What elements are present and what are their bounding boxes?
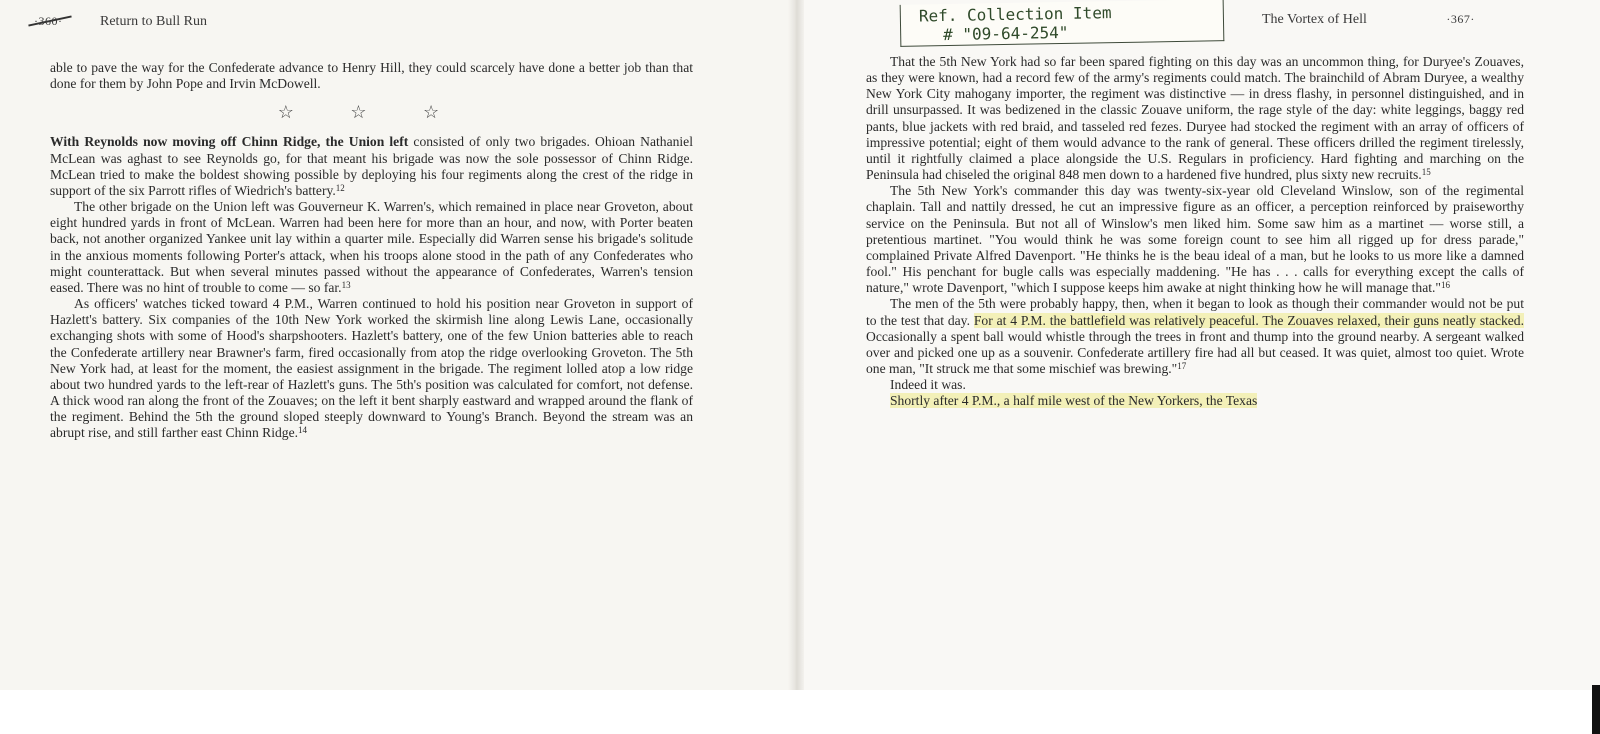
paragraph [50,296,693,441]
paragraph [50,199,693,296]
paragraph: Indeed it was. [890,377,966,393]
right-running-title: The Vortex of Hell [1262,12,1367,27]
scan-edge [1592,685,1600,734]
left-page-number: ·360· [34,14,63,28]
footnote-ref: 17 [1177,360,1187,371]
right-running-head [1262,12,1475,28]
footnote-ref: 15 [1421,167,1431,178]
stamp-line: # "09-64-254" [943,22,1069,45]
footnote-ref: 12 [335,182,345,193]
stamp-line: Ref. Collection Item [918,3,1112,26]
paragraph-text: consisted of only two brigades. Ohioan Nathaniel McLean was aghast to see Reynolds go, for that meant his brigade was now the sole possessor of Chinn Ridge. McLean tried to make the boldest showing possible by deploying his four regiments along the crest of the ridge in support of the six Parrott rifles of Wiedrich's battery. [50,134,693,198]
paragraph-text: The men of the 5th were probably happy, then, when it began to look as though their commander would not be put to the test that day. [866,296,1524,328]
left-running-head [34,14,207,30]
paragraph-text: As officers' watches ticked toward 4 P.M., Warren continued to hold his position near Groveton in support of Hazlett's battery. Six companies of the 10th New York worked the skirmish line along Lewis Lane, occasionally exchanging shots with some of Hood's sharpshooters. Hazlett's battery, one of the few Union batteries able to reach the Confederate artillery near Brawner's farm, fired occasionally from atop the ridge overlooking Groveton. The 5th New York had, at least for the moment, the easiest assignment in the brigade. The regiment lolled atop a low ridge about two hundred yards to the left-rear of Hazlett's guns. The 5th's position was calculated for comfort, not defense. A thick wood ran along the front of the Zouaves; on the left it bent sharply eastward and wrapped around the flank of the regiment. Behind the 5th the ground sloped steeply downward to Young's Branch. Beyond the stream was an abrupt rise, and still farther east Chinn Ridge. [50,296,693,441]
paragraph [866,393,1524,409]
scan-bottom-margin [0,690,1600,734]
footnote-ref: 13 [341,279,351,290]
paragraph-text: Occasionally a spent ball would whistle through the trees in front and thump into the ground nearby. A sergeant walked over and picked one up as a souvenir. Confederate artillery fire had all but ceased. It was quiet, almost too quiet. Wrote one man, "It struck me that some mischief was brewing." [866,328,1524,376]
section-break: ☆ ☆ ☆ [277,102,466,123]
book-gutter [788,0,804,690]
right-page-number: ·367· [1446,12,1475,26]
left-running-title: Return to Bull Run [100,14,207,29]
paragraph: able to pave the way for the Confederate advance to Henry Hill, they could scarcely have done a better job than that done for them by John Pope and Irvin McDowell. [50,60,693,92]
paragraph [866,183,1524,296]
paragraph-text: That the 5th New York had so far been spared fighting on this day was an uncommon thing, for Duryee's Zouaves, as they were known, had a record few of the army's regiments could match. The brainchild of Abram Duryee, a wealthy New York City mahogany importer, the regiment was distinctive — in dress flashy, in personnel distinguished, and in drill unsurpassed. It was bedizened in the classic Zouave uniform, the rage style of the day: white leggings, baggy red pants, blue jackets with red braid, and tasseled red fezes. Duryee had stocked the regiment with an array of officers of impressive potential; eight of them would advance to the rank of general. These officers drilled the regiment tirelessly, until it rightfully claimed a place alongside the U.S. Regulars in proficiency. Hard fighting and marching on the Peninsula had chiseled the original 848 men down to a hardened five hundred, plus sixty new recruits. [866,54,1524,183]
footnote-ref: 14 [298,425,308,436]
lead-in-text: With Reynolds now moving off Chinn Ridge, the Union left [50,134,409,150]
right-text-column [866,54,1524,409]
collection-stamp [900,0,1225,47]
paragraph [50,134,693,199]
paragraph-text: The other brigade on the Union left was Gouverneur K. Warren's, which remained in place near Groveton, about eight hundred yards in front of McLean. Warren had been here for more than an hour, and now, with Porter beaten back, not another organized Yankee unit lay within a quarter mile. Especially did Warren sense his brigade's solitude in the anxious moments following Porter's attack, when his troops alone stood in the path of any Confederates who might counterattack. But when several minutes passed without the appearance of Confederates, Warren's tension eased. There was no hint of trouble to come — so far. [50,199,693,295]
left-text-column [50,60,693,441]
footnote-ref: 16 [1440,280,1450,291]
highlighted-text: For at 4 P.M. the battlefield was relatively peaceful. The Zouaves relaxed, their guns neatly stacked. [973,312,1524,328]
paragraph [866,296,1524,377]
paragraph [866,54,1524,183]
highlighted-text: Shortly after 4 P.M., a half mile west of the New Yorkers, the Texas [890,393,1258,409]
paragraph-text: The 5th New York's commander this day was twenty-six-year old Cleveland Winslow, son of the regimental chaplain. Tall and nattily dressed, he cut an impressive figure as an officer, a perception reinforced by praiseworthy service on the Peninsula. But not all of Winslow's men liked him. Some saw him as a martinet — worse still, a pretentious martinet. "You would think he was some foreign count to see him all rigged up for dress parade," complained Private Alfred Davenport. "He thinks he is the beau ideal of a man, but he looks to us more like a damned fool." His penchant for bugle calls was especially maddening. "He has . . . calls for everything except the calls of nature," wrote Davenport, "which I suppose keeps him awake at night thinking how he will manage that." [866,183,1524,296]
